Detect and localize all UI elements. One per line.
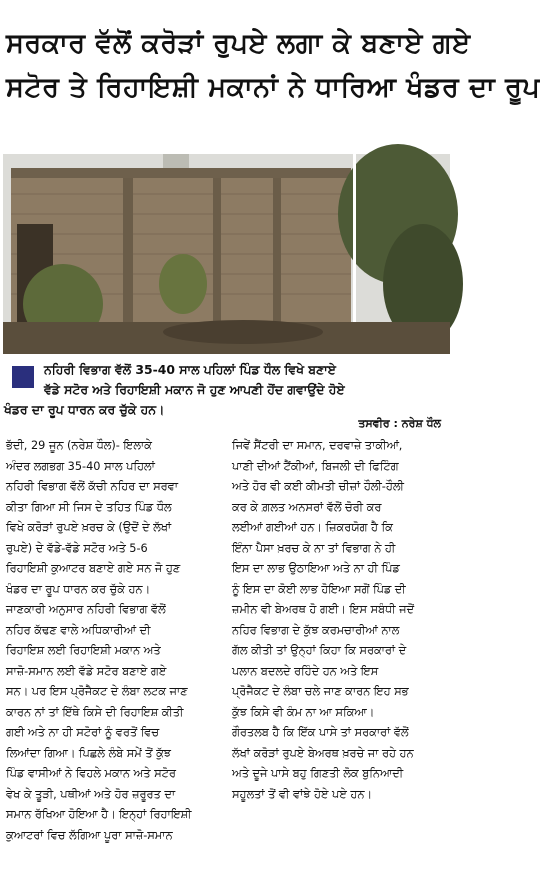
article-line: ਕੁੱਝ ਕਿਸੇ ਵੀ ਕੰਮ ਨਾ ਆ ਸਕਿਆ। <box>232 705 375 719</box>
article-line: ਪਿੰਡ ਵਾਸੀਆਂ ਨੇ ਵਿਹਲੇ ਮਕਾਨ ਅਤੇ ਸਟੋਰ <box>6 767 176 780</box>
article-line: ਕੀਤਾ ਗਿਆ ਸੀ ਜਿਸ ਦੇ ਤਹਿਤ ਪਿੰਡ ਧੌਲ <box>6 500 172 514</box>
news-photo <box>3 154 450 354</box>
article-line: ਕਾਰਨ ਨਾਂ ਤਾਂ ਇੱਥੇ ਕਿਸੇ ਦੀ ਰਿਹਾਇਸ਼ ਕੀਤੀ <box>6 705 184 719</box>
article-line: ਸਮਾਨ ਰੱਖਿਆ ਹੋਇਆ ਹੈ। ਇਨ੍ਹਾਂ ਰਿਹਾਇਸ਼ੀ <box>6 808 192 821</box>
article-line: ਨਹਿਰੀ ਵਿਭਾਗ ਵੱਲੋਂ ਕੱਚੀ ਨਹਿਰ ਦਾ ਸਰਵਾ <box>6 480 178 493</box>
article-line: ਜਾਣਕਾਰੀ ਅਨੁਸਾਰ ਨਹਿਰੀ ਵਿਭਾਗ ਵੱਲੋਂ <box>6 603 166 616</box>
article-line: ਇੰਨਾ ਪੈਸਾ ਖ਼ਰਚ ਕੇ ਨਾ ਤਾਂ ਵਿਭਾਗ ਨੇ ਹੀ <box>232 541 396 555</box>
article-line: ਰਿਹਾਇਸ਼ੀ ਕੁਆਟਰ ਬਣਾਏ ਗਏ ਸਨ ਜੋ ਹੁਣ <box>6 562 181 575</box>
article-column-right <box>232 436 448 805</box>
article-line: ਅਤੇ ਦੂਜੇ ਪਾਸੇ ਬਹੁ ਗਿਣਤੀ ਲੋਕ ਬੁਨਿਆਦੀ <box>232 767 404 780</box>
article-line: ਲਈਆਂ ਗਈਆਂ ਹਨ। ਜ਼ਿਕਰਯੋਗ ਹੈ ਕਿ <box>232 521 393 534</box>
building-ruins-image <box>3 154 450 354</box>
article-line: ਗੱਲ ਕੀਤੀ ਤਾਂ ਉਨ੍ਹਾਂ ਕਿਹਾ ਕਿ ਸਰਕਾਰਾਂ ਦੇ <box>232 644 407 657</box>
article-line: ਲੱਖਾਂ ਕਰੋੜਾਂ ਰੁਪਏ ਬੇਅਰਥ ਖ਼ਰਚੇ ਜਾ ਰਹੇ ਹਨ <box>232 746 414 760</box>
article-line: ਸਹੂਲਤਾਂ ਤੋਂ ਵੀ ਵਾਂਝੇ ਹੋਏ ਪਏ ਹਨ। <box>232 787 373 801</box>
article-line: ਵਿਖੇ ਕਰੋੜਾਂ ਰੁਪਏ ਖ਼ਰਚ ਕੇ (ਉਦੋਂ ਦੇ ਲੱਖਾਂ <box>6 521 172 534</box>
article-line: ਪ੍ਰੋਜੈਕਟ ਦੇ ਲੰਬਾ ਚਲੇ ਜਾਣ ਕਾਰਨ ਇਹ ਸਭ <box>232 685 409 698</box>
article-line: ਖੰਡਰ ਦਾ ਰੂਪ ਧਾਰਨ ਕਰ ਚੁੱਕੇ ਹਨ। <box>6 582 151 596</box>
caption-line-2: ਵੱਡੇ ਸਟੋਰ ਅਤੇ ਰਿਹਾਇਸ਼ੀ ਮਕਾਨ ਜੋ ਹੁਣ ਆਪਣੀ ਹੋਂਦ ਗਵਾਉਂਦੇ ਹੋਏ <box>44 382 345 397</box>
article-line: ਕੁਆਟਰਾਂ ਵਿਚ ਲੱਗਿਆ ਪੂਰਾ ਸਾਜ਼ੋ-ਸਮਾਨ <box>6 828 173 842</box>
article-line: ਨਹਿਰ ਵਿਭਾਗ ਦੇ ਕੁੱਝ ਕਰਮਚਾਰੀਆਂ ਨਾਲ <box>232 623 400 637</box>
article-line: ਕਰ ਕੇ ਗ਼ਲਤ ਅਨਸਰਾਂ ਵੱਲੋਂ ਚੋਰੀ ਕਰ <box>232 500 382 514</box>
caption-line-3: ਖੰਡਰ ਦਾ ਰੂਪ ਧਾਰਨ ਕਰ ਚੁੱਕੇ ਹਨ। <box>4 402 165 417</box>
article-line: ਗਈ ਅਤੇ ਨਾ ਹੀ ਸਟੋਰਾਂ ਨੂੰ ਵਰਤੋਂ ਵਿਚ <box>6 726 159 739</box>
article-line: ਰਿਹਾਇਸ਼ ਲਈ ਰਿਹਾਇਸ਼ੀ ਮਕਾਨ ਅਤੇ <box>6 644 161 657</box>
article-line: ਪਲਾਨ ਬਦਲਦੇ ਰਹਿੰਦੇ ਹਨ ਅਤੇ ਇਸ <box>232 664 379 678</box>
headline-line-1: ਸਰਕਾਰ ਵੱਲੋਂ ਕਰੋੜਾਂ ਰੁਪਏ ਲਗਾ ਕੇ ਬਣਾਏ ਗਏ <box>6 28 471 59</box>
article-line: ਜਿਵੇਂ ਸੈਂਟਰੀ ਦਾ ਸਮਾਨ, ਦਰਵਾਜ਼ੇ ਤਾਕੀਆਂ, <box>232 439 403 452</box>
article-line: ਲਿਆਂਦਾ ਗਿਆ। ਪਿਛਲੇ ਲੰਬੇ ਸਮੇਂ ਤੋਂ ਕੁੱਝ <box>6 746 171 760</box>
article-line: ਇਸ ਦਾ ਲਾਭ ਉਠਾਇਆ ਅਤੇ ਨਾ ਹੀ ਪਿੰਡ <box>232 562 400 575</box>
article-line: ਸਨ। ਪਰ ਇਸ ਪ੍ਰੋਜੈਕਟ ਦੇ ਲੰਬਾ ਲਟਕ ਜਾਣ <box>6 685 188 698</box>
article-line: ਨੂੰ ਇਸ ਦਾ ਕੋਈ ਲਾਭ ਹੋਇਆ ਸਗੋਂ ਪਿੰਡ ਦੀ <box>232 582 406 596</box>
article-line: ਸਾਜ਼ੋ-ਸਮਾਨ ਲਈ ਵੱਡੇ ਸਟੋਰ ਬਣਾਏ ਗਏ <box>6 664 167 678</box>
article-line: ਅਤੇ ਹੋਰ ਵੀ ਕਈ ਕੀਮਤੀ ਚੀਜ਼ਾਂ ਹੌਲੀ-ਹੌਲੀ <box>232 480 404 493</box>
photo-caption <box>4 360 448 420</box>
article-line: ਗੌਰਤਲਬ ਹੈ ਕਿ ਇੱਕ ਪਾਸੇ ਤਾਂ ਸਰਕਾਰਾਂ ਵੱਲੋਂ <box>232 726 409 739</box>
headline <box>6 22 540 110</box>
caption-line-1: ਨਹਿਰੀ ਵਿਭਾਗ ਵੱਲੋਂ 35-40 ਸਾਲ ਪਹਿਲਾਂ ਪਿੰਡ ਧੌਲ ਵਿਖੇ ਬਣਾਏ <box>44 362 336 377</box>
article-line: ਭੱਦੀ, 29 ਜੂਨ (ਨਰੇਸ਼ ਧੌਲ)- ਇਲਾਕੇ <box>6 439 152 452</box>
photo-credit: ਤਸਵੀਰ : ਨਰੇਸ਼ ਧੌਲ <box>358 417 441 430</box>
article-line: ਅੰਦਰ ਲਗਭਗ 35-40 ਸਾਲ ਪਹਿਲਾਂ <box>6 459 155 473</box>
article-line: ਪਾਣੀ ਦੀਆਂ ਟੈਂਕੀਆਂ, ਬਿਜਲੀ ਦੀ ਫਿਟਿੰਗ <box>232 459 399 473</box>
article-line: ਜ਼ਮੀਨ ਵੀ ਬੇਅਰਥ ਹੋ ਗਈ। ਇਸ ਸਬੰਧੀ ਜਦੋਂ <box>232 603 414 616</box>
article-column-left <box>6 436 222 846</box>
article-line: ਵੇਖ ਕੇ ਤੂੜੀ, ਪਥੀਆਂ ਅਤੇ ਹੋਰ ਜ਼ਰੂਰਤ ਦਾ <box>6 787 176 801</box>
headline-line-2: ਸਟੋਰ ਤੇ ਰਿਹਾਇਸ਼ੀ ਮਕਾਨਾਂ ਨੇ ਧਾਰਿਆ ਖੰਡਰ ਦਾ ਰੂਪ <box>6 72 540 103</box>
article-line: ਰੁਪਏ) ਦੇ ਵੱਡੇ-ਵੱਡੇ ਸਟੋਰ ਅਤੇ 5-6 <box>6 541 148 555</box>
article-line: ਨਹਿਰ ਕੱਢਣ ਵਾਲੇ ਅਧਿਕਾਰੀਆਂ ਦੀ <box>6 623 151 637</box>
